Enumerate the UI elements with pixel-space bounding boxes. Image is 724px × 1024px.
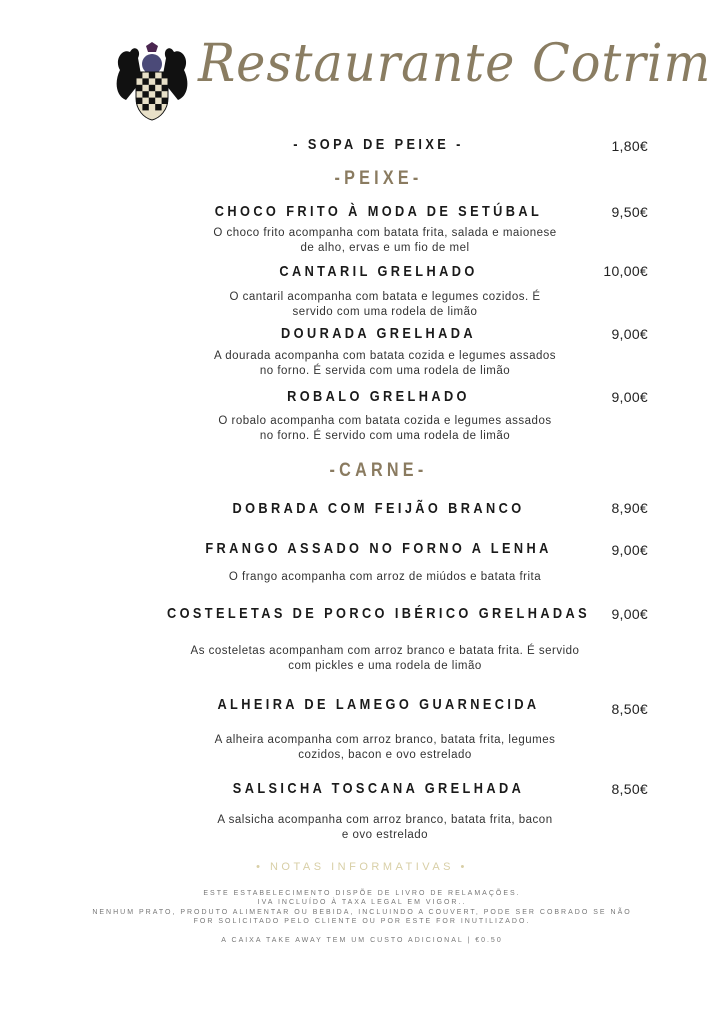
description-line: O robalo acompanha com batata cozida e legumes assados bbox=[218, 415, 552, 427]
description-line: O frango acompanha com arroz de miúdos e batata frita bbox=[228, 571, 542, 583]
description-line: O cantaril acompanha com batata e legumes cozidos. É bbox=[229, 291, 541, 303]
menu-item-price: 8,90€ bbox=[611, 500, 648, 516]
menu-item-name: ALHEIRA DE LAMEGO GUARNECIDA bbox=[217, 696, 540, 713]
description-line: cozidos, bacon e ovo estrelado bbox=[298, 748, 472, 761]
menu-item-description bbox=[130, 733, 640, 762]
description-line: no forno. É servida com uma rodela de limão bbox=[259, 364, 511, 377]
menu-item-description bbox=[130, 290, 640, 319]
menu-item-name: FRANGO ASSADO NO FORNO A LENHA bbox=[205, 540, 552, 557]
section-title: -PEIXE- bbox=[334, 168, 423, 189]
description-line: no forno. É servido com uma rodela de limão bbox=[259, 429, 511, 442]
menu-item-name: CANTARIL GRELHADO bbox=[279, 263, 478, 280]
description-line: A dourada acompanha com batata cozida e legumes assados bbox=[213, 350, 557, 362]
coat-of-arms-icon bbox=[112, 40, 192, 122]
menu-item-name: ROBALO GRELHADO bbox=[287, 388, 470, 405]
menu-item-name: SALSICHA TOSCANA GRELHADA bbox=[232, 780, 525, 797]
menu-item-price: 9,00€ bbox=[611, 326, 648, 342]
menu-item-description bbox=[130, 414, 640, 443]
menu-item-description bbox=[130, 644, 640, 673]
menu-item-price: 8,50€ bbox=[611, 781, 648, 797]
description-line: e ovo estrelado bbox=[341, 828, 429, 841]
description-line: com pickles e uma rodela de limão bbox=[288, 659, 482, 672]
takeaway-note: A CAIXA TAKE AWAY TEM UM CUSTO ADICIONAL | €0.50 bbox=[221, 937, 503, 944]
notes-lines bbox=[0, 889, 724, 926]
menu-item-price: 9,00€ bbox=[611, 606, 648, 622]
note-line: FOR SOLICITADO PELO CLIENTE OU POR ESTE FOR INUTILIZADO. bbox=[193, 917, 531, 925]
menu-item-description bbox=[130, 813, 640, 842]
menu-item-name: CHOCO FRITO À MODA DE SETÚBAL bbox=[214, 203, 543, 220]
restaurant-title: Restaurante Cotrim bbox=[198, 34, 712, 94]
menu-item-description bbox=[130, 570, 640, 585]
note-line: ESTE ESTABELECIMENTO DISPÕE DE LIVRO DE RELAMAÇÕES. bbox=[203, 890, 521, 897]
note-line: IVA INCLUÍDO À TAXA LEGAL EM VIGOR.. bbox=[257, 899, 467, 907]
soup-price: 1,80€ bbox=[611, 138, 648, 154]
menu-item-price: 9,00€ bbox=[611, 542, 648, 558]
description-line: A salsicha acompanha com arroz branco, batata frita, bacon bbox=[217, 814, 553, 826]
notes-title: • NOTAS INFORMATIVAS • bbox=[256, 861, 468, 873]
description-line: servido com uma rodela de limão bbox=[292, 305, 478, 318]
section-title: -CARNE- bbox=[329, 460, 428, 481]
description-line: A alheira acompanha com arroz branco, batata frita, legumes bbox=[214, 734, 556, 746]
description-line: de alho, ervas e um fio de mel bbox=[300, 241, 470, 254]
menu-item-price: 8,50€ bbox=[611, 701, 648, 717]
menu-item-price: 9,50€ bbox=[611, 204, 648, 220]
description-line: As costeletas acompanham com arroz branco e batata frita. É servido bbox=[190, 645, 580, 657]
menu-item-description bbox=[130, 349, 640, 378]
menu-item-name: DOBRADA COM FEIJÃO BRANCO bbox=[232, 500, 525, 517]
description-line: O choco frito acompanha com batata frita, salada e maionese bbox=[213, 227, 557, 239]
note-line: NENHUM PRATO, PRODUTO ALIMENTAR OU BEBIDA, INCLUINDO A COUVERT, PODE SER COBRADO SE NÃO bbox=[92, 908, 632, 916]
menu-item-price: 10,00€ bbox=[603, 263, 648, 279]
menu-item-price: 9,00€ bbox=[611, 389, 648, 405]
menu-item-description bbox=[130, 226, 640, 255]
soup-name: - SOPA DE PEIXE - bbox=[293, 136, 464, 153]
menu-item-name: DOURADA GRELHADA bbox=[281, 325, 476, 342]
menu-item-name: COSTELETAS DE PORCO IBÉRICO GRELHADAS bbox=[166, 605, 591, 622]
